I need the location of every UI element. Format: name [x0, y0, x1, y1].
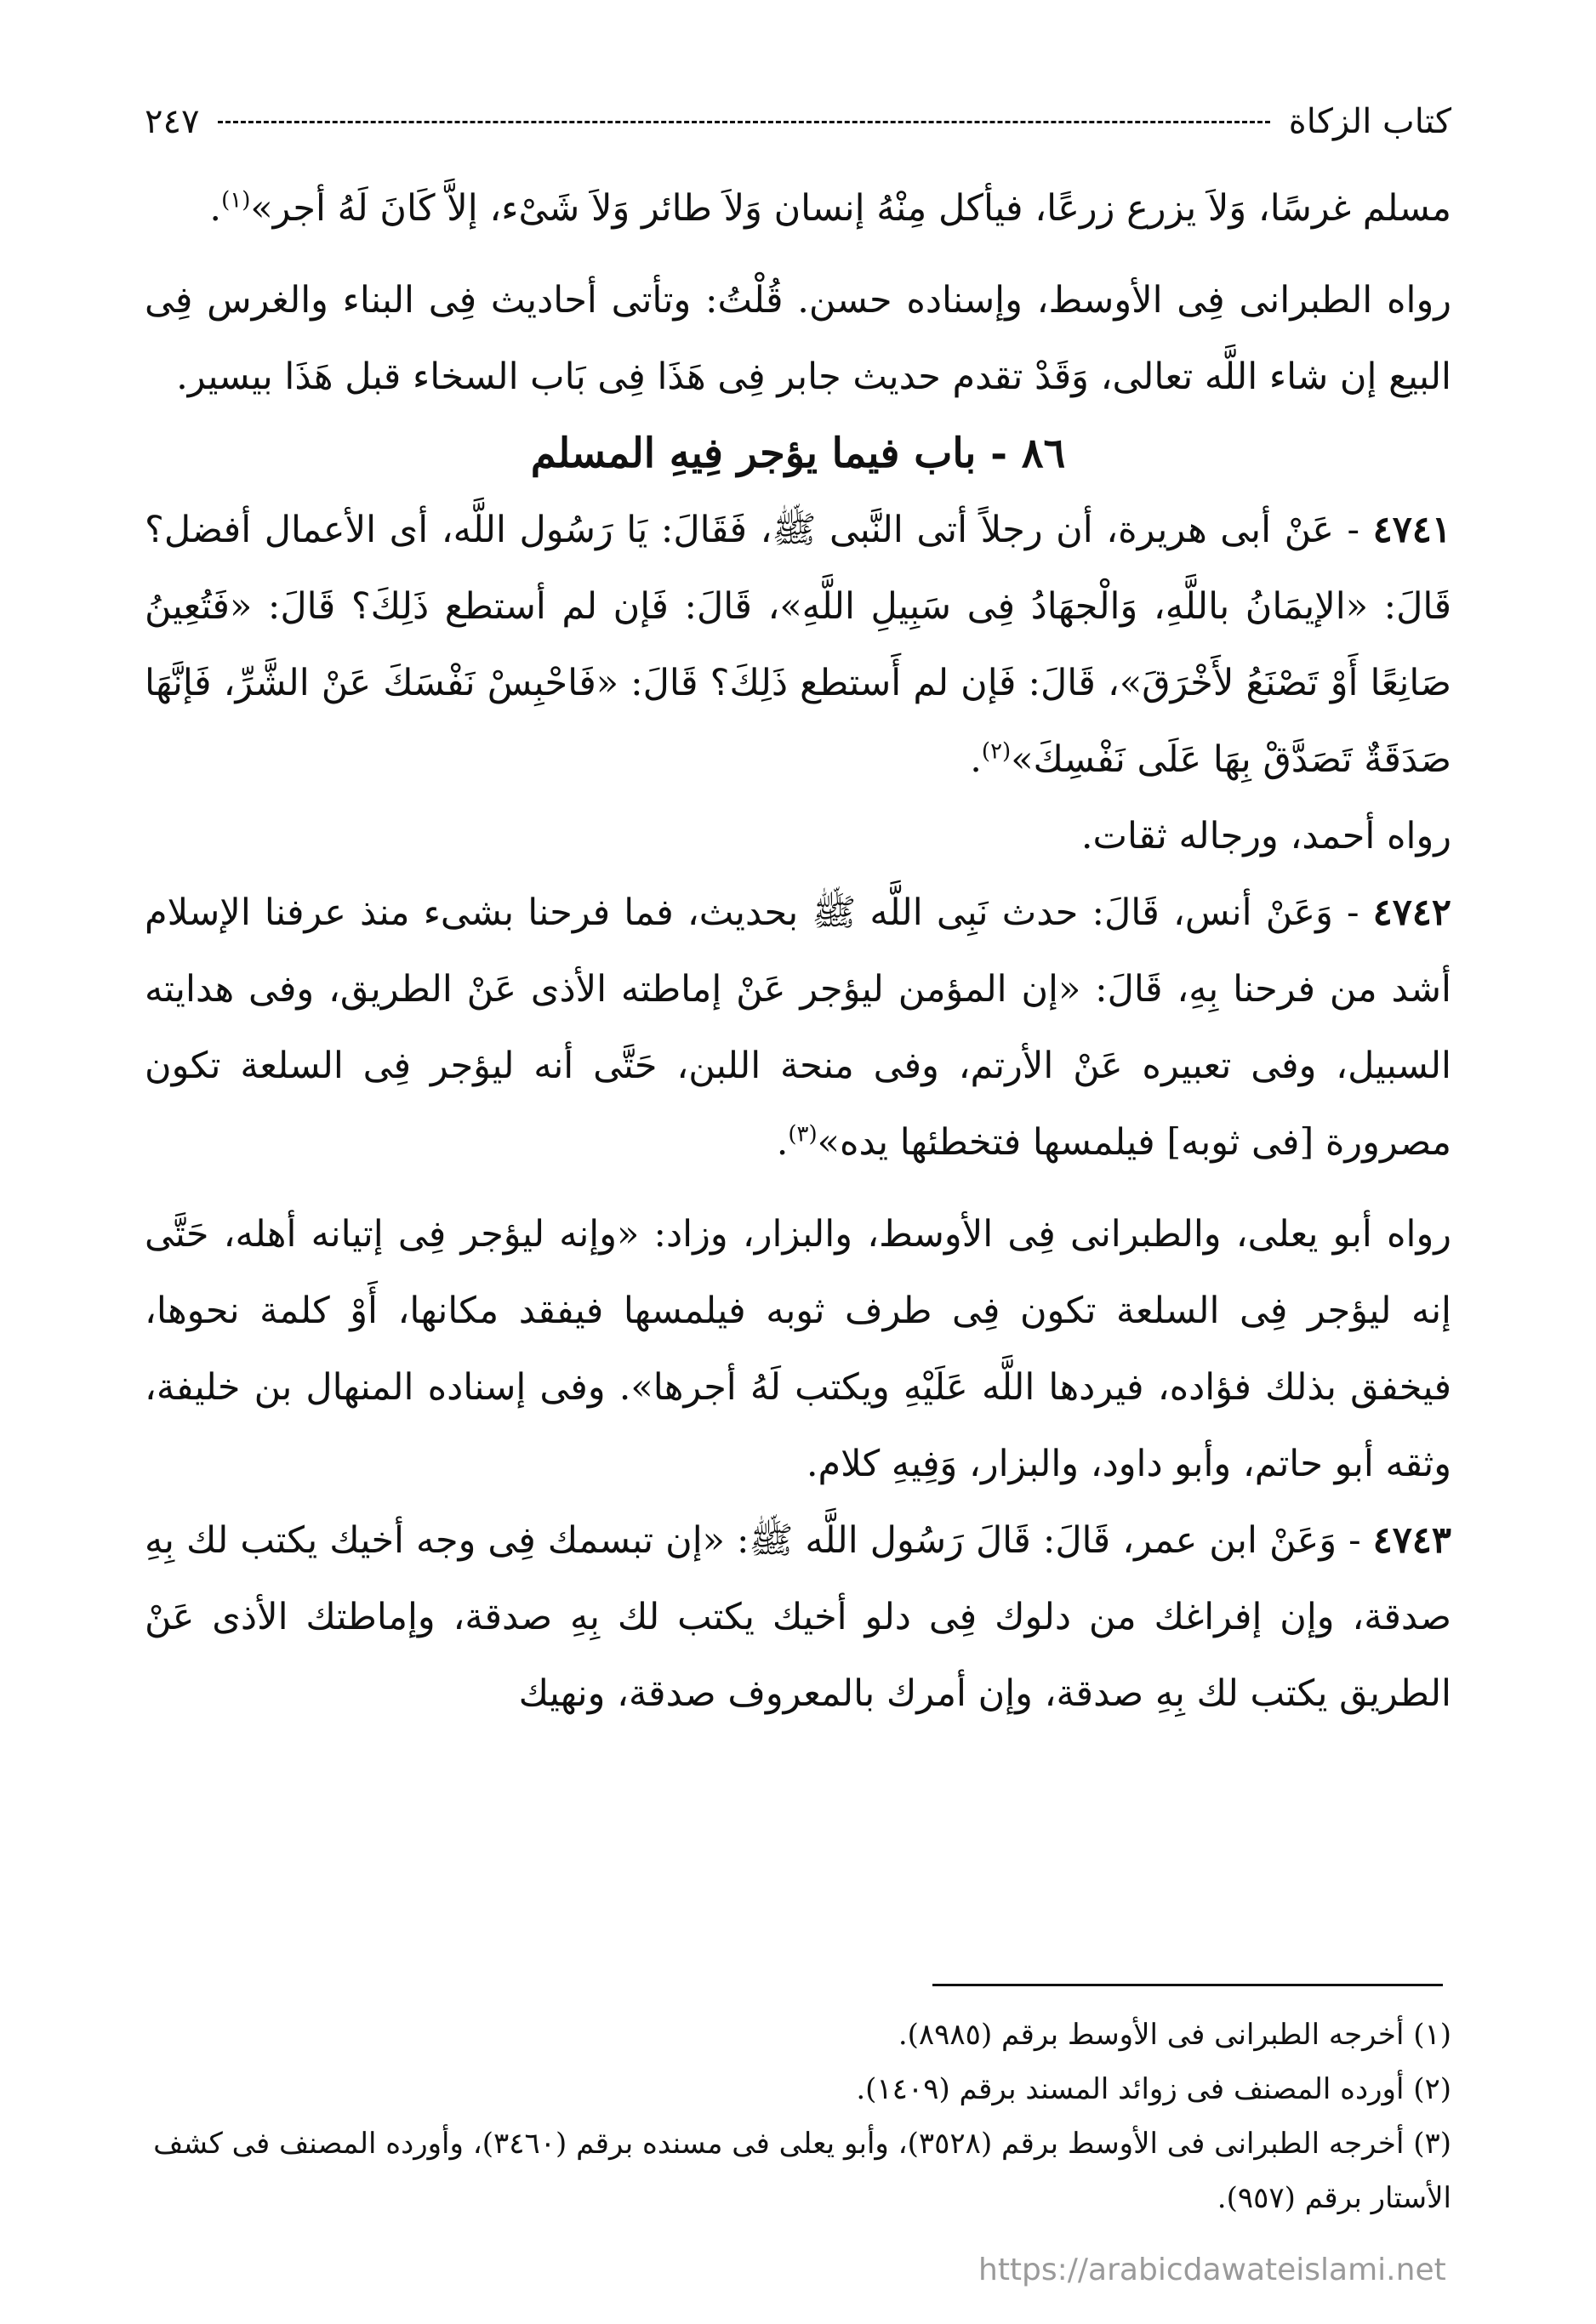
chapter-title: كتاب الزكاة: [1288, 102, 1451, 141]
watermark: https://arabicdawateislami.net: [978, 2253, 1446, 2287]
section-heading: ٨٦ - باب فيما يؤجر فِيهِ المسلم: [530, 430, 1066, 477]
page-number: ٢٤٧: [145, 102, 200, 141]
paragraph-end: .: [209, 187, 222, 230]
hadith-4743: [145, 1502, 1451, 1732]
running-header: [145, 92, 1451, 151]
paragraph-commentary: رواه الطبرانى فِى الأوسط، وإسناده حسن. قُلْتُ: وتأتى أحاديث فِى البناء والغرس فِى البيع إن شاء اللَّه تعالى، وَقَدْ تقدم حديث جابر فِى هَذَا فِى بَاب السخاء قبل هَذَا بيسير.: [145, 279, 1451, 398]
hadith-4742: [145, 874, 1451, 1181]
hadith-number: ٤٧٤٣: [1372, 1519, 1451, 1562]
hadith-text: - وَعَنْ ابن عمر، قَالَ: قَالَ رَسُول اللَّه ﷺ: «إن تبسمك فِى وجه أخيك يكتب لك بِهِ صدقة، وإن إفراغك من دلوك فِى دلو أخيك يكتب لك بِهِ صدقة، وإماطتك الأذى عَنْ الطريق يكتب لك بِهِ صدقة، وإن أمرك بالمعروف صدقة، ونهيك: [145, 1519, 1451, 1715]
footnote-ref: (١): [221, 187, 251, 214]
footnote-ref: (٢): [981, 738, 1012, 765]
hadith-4741: [145, 492, 1451, 798]
paragraph-end: .: [776, 1121, 789, 1164]
hadith-text: - عَنْ أبى هريرة، أن رجلاً أتى النَّبى ﷺ، فَقَالَ: يَا رَسُول اللَّه، أى الأعمال أفضل؟ قَالَ: «الإيمَانُ باللَّهِ، وَالْجهَادُ فِى سَبِيلِ اللَّهِ»، قَالَ: فَإن لم أستطع ذَلِكَ؟ قَالَ: «فَتُعِينُ صَانِعًا أَوْ تَصْنَعُ لأَخْرَقَ»، قَالَ: فَإن لم أَستطع ذَلِكَ؟ قَالَ: «فَاحْبِسْ نَفْسَكَ عَنْ الشَّرِّ، فَإنَّهَا صَدَقَةٌ تَصَدَّقْ بِهَا عَلَى نَفْسِكَ»: [145, 509, 1451, 781]
hadith-number: ٤٧٤١: [1372, 509, 1451, 551]
header-rule: [218, 121, 1269, 123]
paragraph-end: .: [970, 738, 982, 781]
narration-4741: رواه أحمد، ورجاله ثقات.: [1080, 815, 1451, 857]
hadith-number: ٤٧٤٢: [1372, 891, 1451, 934]
footnote-ref: (٣): [788, 1121, 818, 1148]
footnote-1: (١) أخرجه الطبرانى فى الأوسط برقم (٨٩٨٥).: [898, 2018, 1451, 2052]
hadith-text: - وَعَنْ أنس، قَالَ: حدث نَبِى اللَّه ﷺ بحديث، فما فرحنا بشىء منذ عرفنا الإسلام أشد من فرحنا بِهِ، قَالَ: «إن المؤمن ليؤجر عَنْ إماطته الأذى عَنْ الطريق، وفى هدايته السبيل، وفى تعبيره عَنْ الأرتم، وفى منحة اللبن، حَتَّى أنه ليؤجر فِى السلعة تكون مصرورة [فى ثوبه] فيلمسها فتخطئها يده»: [145, 891, 1451, 1164]
footnote-separator: [932, 1984, 1443, 1986]
main-text: [145, 170, 1451, 1732]
paragraph-continuation: [145, 170, 1451, 247]
narration-4742: رواه أبو يعلى، والطبرانى فِى الأوسط، والبزار، وزاد: «وإنه ليؤجر فِى إتيانه أهله، حَتَّى إنه ليؤجر فِى السلعة تكون فِى طرف ثوبه فيلمسها فيفقد مكانها، أَوْ كلمة نحوها، فيخفق بذلك فؤاده، فيردها اللَّه عَلَيْهِ ويكتب لَهُ أجرها». وفى إسناده المنهال بن خليفة، وثقه أبو حاتم، وأبو داود، والبزار، وَفِيهِ كلام.: [145, 1213, 1451, 1485]
footnote-3: (٣) أخرجه الطبرانى فى الأوسط برقم (٣٥٢٨)، وأبو يعلى فى مسنده برقم (٣٤٦٠)، وأورده المصنف فى كشف الأستار برقم (٩٥٧).: [153, 2127, 1451, 2215]
footnotes: [145, 2008, 1451, 2225]
footnote-2: (٢) أورده المصنف فى زوائد المسند برقم (١٤٠٩).: [856, 2072, 1451, 2106]
paragraph-text: مسلم غرسًا، وَلاَ يزرع زرعًا، فيأكل مِنْهُ إنسان وَلاَ طائر وَلاَ شَىْء، إلاَّ كَانَ لَهُ أجر»: [250, 187, 1451, 230]
